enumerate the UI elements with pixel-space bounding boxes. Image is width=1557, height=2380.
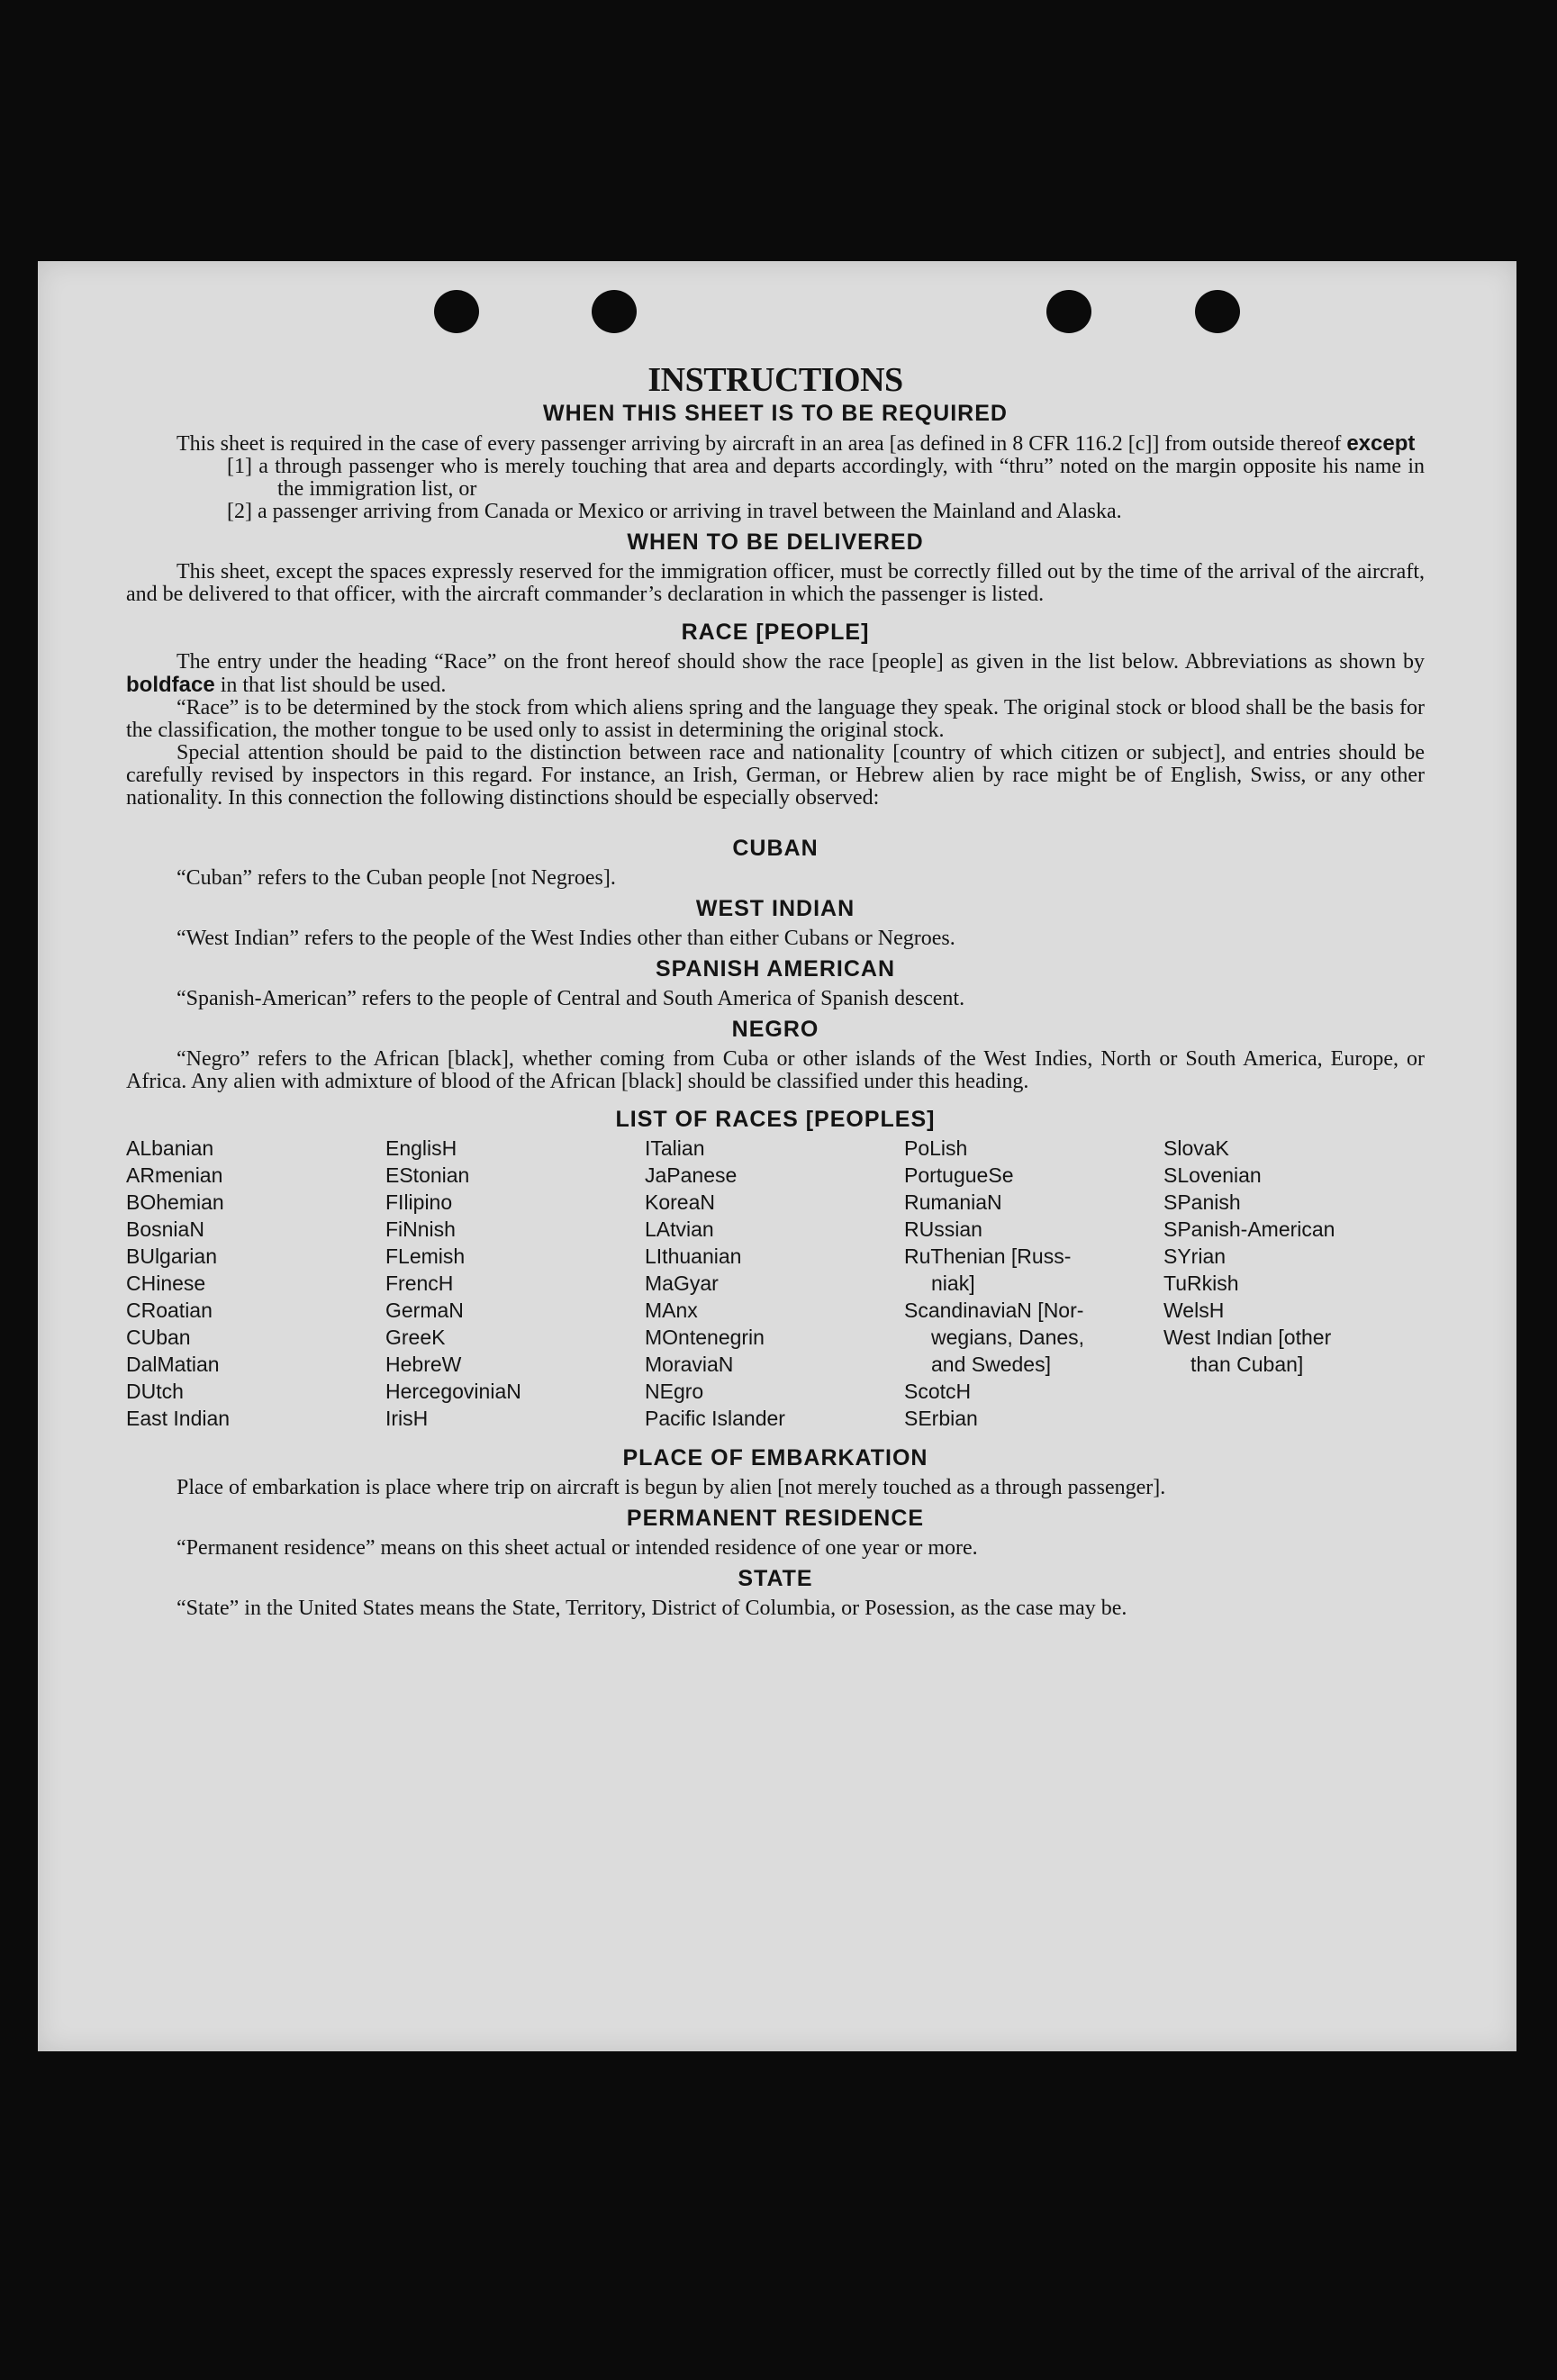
list-item: ScotcH	[904, 1380, 972, 1403]
list-item: CUban	[126, 1326, 191, 1349]
punch-hole-3	[1046, 290, 1091, 333]
list-item: BosniaN	[126, 1217, 204, 1241]
list-item: KoreaN	[645, 1190, 715, 1214]
spanish-american-text: “Spanish-American” refers to the people of Central and South America of Spanish descent.	[177, 987, 965, 1010]
list-item: PoLish	[904, 1136, 968, 1160]
list-item: SLovenian	[1163, 1163, 1262, 1187]
punch-hole-4	[1195, 290, 1240, 333]
list-item: GreeK	[385, 1326, 446, 1349]
list-item: CRoatian	[126, 1299, 213, 1322]
list-item: LIthuanian	[645, 1244, 742, 1268]
list-item: ALbanian	[126, 1136, 214, 1160]
document-body	[126, 360, 1425, 1620]
list-item: FIlipino	[385, 1190, 453, 1214]
residence-text: “Permanent residence” means on this sheet actual or intended residence of one year or more.	[177, 1536, 978, 1560]
races-column-3	[645, 1135, 904, 1432]
races-column-1	[126, 1135, 385, 1432]
heading-state: STATE	[738, 1566, 813, 1591]
required-item-2: [2] a passenger arriving from Canada or Mexico or arriving in travel between the Mainland and Alaska.	[227, 500, 1122, 523]
list-item: DalMatian	[126, 1353, 220, 1376]
list-item: DUtch	[126, 1380, 184, 1403]
races-column-2	[385, 1135, 645, 1432]
list-item: MAnx	[645, 1299, 698, 1322]
list-item: BOhemian	[126, 1190, 224, 1214]
list-item: CHinese	[126, 1271, 206, 1295]
list-item: SYrian	[1163, 1244, 1227, 1268]
instruction-sheet	[38, 261, 1516, 2051]
cuban-text: “Cuban” refers to the Cuban people [not Negroes].	[177, 866, 616, 890]
list-item: MOntenegrin	[645, 1326, 765, 1349]
required-item-1: [1] a through passenger who is merely touching that area and departs accordingly, with “thru” noted on the margin opposite his name in the immigration list, or	[227, 455, 1425, 501]
heading-list-of-races: LIST OF RACES [PEOPLES]	[615, 1107, 936, 1132]
race-paragraph-1: The entry under the heading “Race” on the front hereof should show the race [people] as given in the list below. Abbreviations as shown by boldface in that list should be used.	[126, 650, 1425, 697]
race-paragraph-2: “Race” is to be determined by the stock from which aliens spring and the language they speak. The original stock or blood shall be the basis for the classification, the mother tongue to be used only to assist in determining the original stock.	[126, 696, 1425, 742]
list-item: RUssian	[904, 1217, 982, 1241]
list-item: RuThenian [Russ- niak]	[904, 1244, 1072, 1295]
heading-permanent-residence: PERMANENT RESIDENCE	[626, 1506, 925, 1531]
negro-text: “Negro” refers to the African [black], whether coming from Cuba or other islands of the West Indies, North or South America, Europe, or Africa. Any alien with admixture of blood of the African [black] should be classified under this heading.	[126, 1047, 1425, 1093]
list-item: ITalian	[645, 1136, 705, 1160]
list-item: EnglisH	[385, 1136, 457, 1160]
list-item: NEgro	[645, 1380, 704, 1403]
list-item: LAtvian	[645, 1217, 714, 1241]
embarkation-text: Place of embarkation is place where trip on aircraft is begun by alien [not merely touched as a through passenger].	[177, 1476, 1166, 1499]
punch-hole-2	[592, 290, 637, 333]
list-item: RumaniaN	[904, 1190, 1002, 1214]
heading-when-delivered: WHEN TO BE DELIVERED	[627, 529, 924, 555]
list-item: SPanish	[1163, 1190, 1241, 1214]
list-item: GermaN	[385, 1299, 464, 1322]
list-item: MaGyar	[645, 1271, 719, 1295]
list-item: WelsH	[1163, 1299, 1225, 1322]
heading-when-required: WHEN THIS SHEET IS TO BE REQUIRED	[543, 401, 1008, 426]
heading-race: RACE [PEOPLE]	[681, 620, 870, 645]
list-item: ScandinaviaN [Nor- wegians, Danes, and Swedes]	[904, 1299, 1085, 1376]
list-item: HercegoviniaN	[385, 1380, 521, 1403]
state-text: “State” in the United States means the State, Territory, District of Columbia, or Posession, as the case may be.	[177, 1597, 1127, 1620]
list-item: JaPanese	[645, 1163, 738, 1187]
list-item: MoraviaN	[645, 1353, 734, 1376]
list-item: TuRkish	[1163, 1271, 1239, 1295]
race-paragraph-3: Special attention should be paid to the distinction between race and nationality [country of which citizen or subject], and entries should be carefully revised by inspectors in this regard. For instance, an Irish, German, or Hebrew alien by race might be of English, Swiss, or any other nationality. In this connection the following distinctions should be especially observed:	[126, 741, 1425, 810]
list-item: West Indian [other than Cuban]	[1163, 1326, 1332, 1376]
list-item: SlovaK	[1163, 1136, 1229, 1160]
list-item: EStonian	[385, 1163, 470, 1187]
punch-hole-1	[434, 290, 479, 333]
heading-place-of-embarkation: PLACE OF EMBARKATION	[622, 1445, 928, 1471]
required-intro: This sheet is required in the case of every passenger arriving by aircraft in an area [as defined in 8 CFR 116.2 [c]] from outside thereof except	[177, 431, 1416, 456]
heading-west-indian: WEST INDIAN	[695, 896, 855, 921]
delivered-text: This sheet, except the spaces expressly reserved for the immigration officer, must be correctly filled out by the time of the arrival of the aircraft, and be delivered to that officer, with the aircraft commander’s declaration in which the passenger is listed.	[126, 560, 1425, 606]
list-item: Pacific Islander	[645, 1407, 785, 1430]
heading-spanish-american: SPANISH AMERICAN	[655, 956, 895, 982]
list-item: SErbian	[904, 1407, 978, 1430]
races-column-4	[904, 1135, 1163, 1432]
page-title: INSTRUCTIONS	[647, 361, 903, 399]
races-list	[126, 1135, 1425, 1432]
heading-cuban: CUBAN	[732, 836, 819, 861]
list-item: SPanish-American	[1163, 1217, 1335, 1241]
races-column-5	[1163, 1135, 1425, 1432]
list-item: FrencH	[385, 1271, 454, 1295]
list-item: HebreW	[385, 1353, 462, 1376]
list-item: FLemish	[385, 1244, 466, 1268]
heading-negro: NEGRO	[731, 1017, 819, 1042]
list-item: ARmenian	[126, 1163, 223, 1187]
list-item: BUlgarian	[126, 1244, 217, 1268]
list-item: East Indian	[126, 1407, 231, 1430]
list-item: PortugueSe	[904, 1163, 1014, 1187]
west-indian-text: “West Indian” refers to the people of the West Indies other than either Cubans or Negroes.	[177, 927, 955, 950]
list-item: FiNnish	[385, 1217, 456, 1241]
list-item: IrisH	[385, 1407, 429, 1430]
